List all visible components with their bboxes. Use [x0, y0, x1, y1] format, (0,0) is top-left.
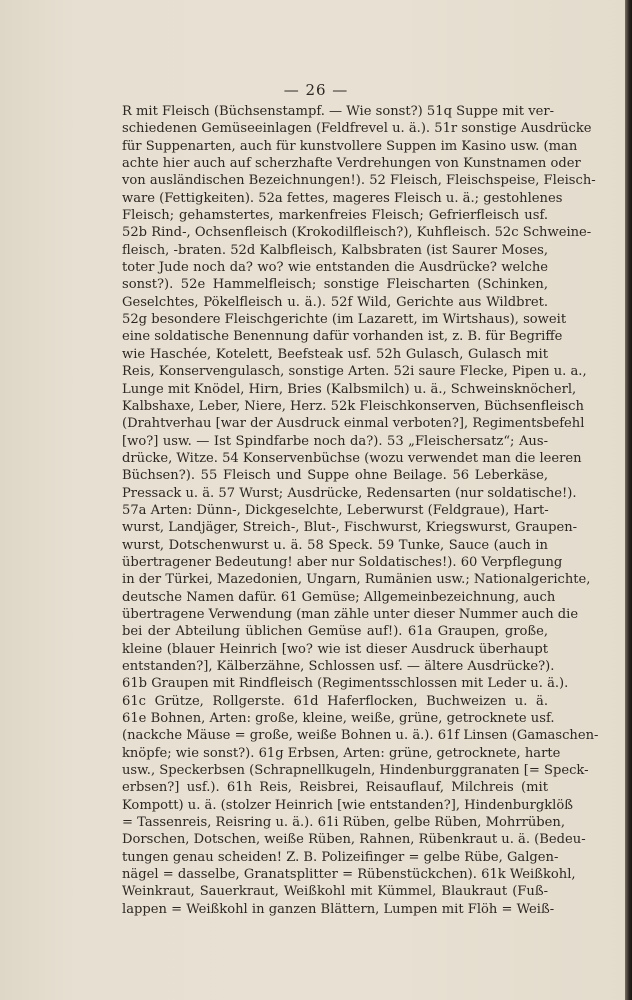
text-line: 52g besondere Fleischgerichte (im Lazarett, im Wirtshaus), soweit [122, 312, 567, 328]
text-line: wie Haschée, Kotelett, Beefsteak usf. 52h Gulasch, Gulasch mit [122, 346, 548, 362]
text-line: Geselchtes, Pökelfleisch u. ä.). 52f Wild, Gerichte aus Wildbret. [122, 294, 548, 310]
text-line: bei der Abteilung üblichen Gemüse auf!). 61a Graupen, große, [122, 624, 548, 640]
text-line: 61b Graupen mit Rindfleisch (Regimentsschlossen mit Leder u. ä.). [122, 676, 569, 692]
text-line: Weinkraut, Sauerkraut, Weißkohl mit Kümmel, Blaukraut (Fuß- [122, 884, 548, 900]
text-line: = Tassenreis, Reisring u. ä.). 61i Rüben, gelbe Rüben, Mohrrüben, [122, 815, 565, 831]
text-line: ware (Fettigkeiten). 52a fettes, mageres Fleisch u. ä.; gestohlenes [122, 190, 563, 206]
text-line: in der Türkei, Mazedonien, Ungarn, Rumänien usw.; Nationalgerichte, [122, 572, 591, 588]
text-line: wurst, Landjäger, Streich-, Blut-, Fischwurst, Kriegswurst, Graupen- [122, 520, 578, 536]
text-line: 57a Arten: Dünn-, Dickgeselchte, Leberwurst (Feldgraue), Hart- [122, 502, 549, 518]
text-line: usw., Speckerbsen (Schrapnellkugeln, Hindenburggranaten [= Speck- [122, 763, 589, 779]
text-line: lappen = Weißkohl in ganzen Blättern, Lumpen mit Flöh = Weiß- [122, 901, 555, 917]
text-line: wurst, Dotschenwurst u. ä. 58 Speck. 59 Tunke, Sauce (auch in [122, 537, 548, 553]
text-line: eine soldatische Benennung dafür vorhanden ist, z. B. für Begriffe [122, 329, 563, 345]
text-line: Fleisch; gehamstertes, markenfreies Fleisch; Gefrierfleisch usf. [122, 208, 548, 224]
text-line: Büchsen?). 55 Fleisch und Suppe ohne Beilage. 56 Leberkäse, [122, 468, 548, 484]
text-line: achte hier auch auf scherzhafte Verdrehungen von Kunstnamen oder [122, 156, 581, 172]
text-line: von ausländischen Bezeichnungen!). 52 Fleisch, Fleischspeise, Fleisch- [122, 173, 596, 189]
text-line: drücke, Witze. 54 Konservenbüchse (wozu verwendet man die leeren [122, 450, 582, 466]
text-line: Lunge mit Knödel, Hirn, Bries (Kalbsmilch) u. ä., Schweinsknöcherl, [122, 381, 577, 397]
text-line: 52b Rind-, Ochsenfleisch (Krokodilfleisch?), Kuhfleisch. 52c Schweine- [122, 225, 592, 241]
text-line: schiedenen Gemüseeinlagen (Feldfrevel u. ä.). 51r sonstige Ausdrücke [122, 121, 592, 137]
text-line: tungen genau scheiden! Z. B. Polizeifinger = gelbe Rübe, Galgen- [122, 849, 559, 865]
text-line: 61c Grütze, Rollgerste. 61d Haferflocken, Buchweizen u. ä. [122, 693, 548, 709]
text-line: (nackche Mäuse = große, weiße Bohnen u. ä.). 61f Linsen (Gamaschen- [122, 728, 599, 744]
text-line: [wo?] usw. — Ist Spindfarbe noch da?). 53 „Fleischersatz“; Aus- [122, 433, 548, 449]
text-line: toter Jude noch da? wo? wie entstanden die Ausdrücke? welche [122, 260, 548, 276]
text-line: entstanden?], Kälberzähne, Schlossen usf. — ältere Ausdrücke?). [122, 659, 555, 674]
text-line: kleine (blauer Heinrich [wo? wie ist dieser Ausdruck überhaupt [122, 641, 548, 657]
text-line: übertragene Verwendung (man zähle unter dieser Nummer auch die [122, 606, 579, 622]
text-line: Pressack u. ä. 57 Wurst; Ausdrücke, Redensarten (nur soldatische!). [122, 485, 577, 501]
page-edge-shadow [625, 0, 632, 1000]
text-line: Kompott) u. ä. (stolzer Heinrich [wie entstanden?], Hindenburgklöß [122, 797, 573, 813]
text-line: knöpfe; wie sonst?). 61g Erbsen, Arten: grüne, getrocknete, harte [122, 745, 561, 761]
text-line: (Drahtverhau [war der Ausdruck einmal verboten?], Regimentsbefehl [122, 416, 585, 432]
text-line: übertragener Bedeutung! aber nur Soldatisches!). 60 Verpflegung [122, 554, 563, 570]
text-line: für Suppenarten, auch für kunstvollere Suppen im Kasino usw. (man [122, 138, 578, 154]
text-line: fleisch, -braten. 52d Kalbfleisch, Kalbsbraten (ist Saurer Moses, [122, 242, 548, 258]
page-number: — 26 — [283, 81, 349, 99]
text-line: deutsche Namen dafür. 61 Gemüse; Allgemeinbezeichnung, auch [122, 589, 556, 605]
text-line: nägel = dasselbe, Granatsplitter = Rübenstückchen). 61k Weißkohl, [122, 867, 576, 883]
text-line: Kalbshaxe, Leber, Niere, Herz. 52k Fleischkonserven, Büchsenfleisch [122, 398, 584, 414]
text-line: Reis, Konservengulasch, sonstige Arten. 52i saure Flecke, Pipen u. a., [122, 364, 587, 380]
text-line: erbsen?] usf.). 61h Reis, Reisbrei, Reisauflauf, Milchreis (mit [122, 780, 548, 796]
text-line: sonst?). 52e Hammelfleisch; sonstige Fleischarten (Schinken, [122, 277, 548, 293]
text-line: Dorschen, Dotschen, weiße Rüben, Rahnen, Rübenkraut u. ä. (Bedeu- [122, 832, 586, 848]
text-line: R mit Fleisch (Büchsenstampf. — Wie sonst?) 51q Suppe mit ver- [122, 104, 555, 119]
text-line: 61e Bohnen, Arten: große, kleine, weiße, grüne, getrocknete usf. [122, 711, 555, 727]
body-text [122, 103, 599, 918]
